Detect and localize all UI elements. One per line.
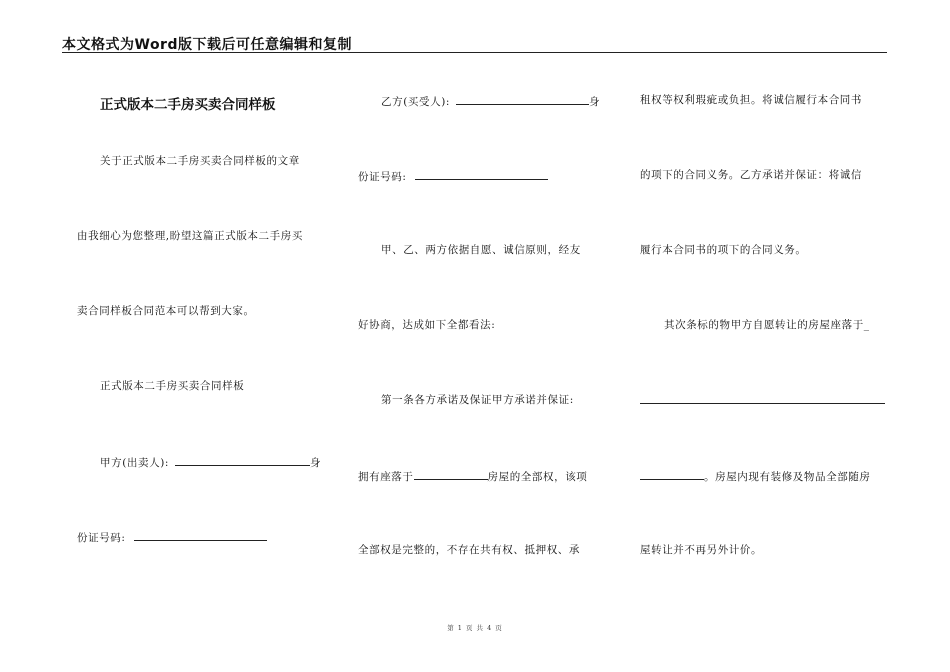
col3-line-3: 履行本合同书的项下的合同义务。 (640, 244, 807, 256)
ownership-text: 房屋的全部权，该项 (487, 471, 588, 483)
buyer-id-line (358, 169, 548, 183)
col1-line-2: 由我细心为您整理,盼望这篇正式版本二手房买 (77, 230, 303, 242)
seller-label: 甲方(出卖人): (100, 457, 170, 469)
location-blank (414, 469, 488, 480)
col1-line-4: 正式版本二手房买卖合同样板 (100, 380, 245, 392)
buyer-label: 乙方(买受人): (381, 96, 451, 108)
col2-line-4: 好协商，达成如下全都看法: (358, 319, 496, 331)
address-blank-line (640, 393, 885, 404)
col3-line-6 (640, 469, 871, 483)
col3-line-7: 屋转让并不再另外计价。 (640, 544, 763, 556)
document-title: 正式版本二手房买卖合同样板 (100, 97, 276, 113)
col3-line-2: 的项下的合同义务。乙方承诺并保证：将诚信 (640, 169, 862, 181)
buyer-id-label: 份证号码: (358, 171, 407, 183)
col1-line-3: 卖合同样板合同范本可以帮到大家。 (77, 305, 255, 317)
seller-name-blank (175, 455, 310, 466)
col3-line-1: 租权等权利瑕疵或负担。将诚信履行本合同书 (640, 94, 862, 106)
document-banner: 本文格式为Word版下载后可任意编辑和复制 (62, 37, 352, 53)
seller-id-line (77, 530, 267, 544)
location-label: 拥有座落于 (358, 471, 414, 483)
buyer-continuation: 身 (588, 96, 601, 108)
seller-continuation: 身 (309, 457, 322, 469)
buyer-line (381, 94, 600, 108)
col2-line-3: 甲、乙、两方依据自愿、诚信原则，经友 (381, 244, 581, 256)
furnishings-text: 。房屋内现有装修及物品全部随房 (704, 471, 871, 483)
col2-line-5: 第一条各方承诺及保证甲方承诺并保证: (381, 394, 574, 406)
col2-line-6 (358, 469, 587, 483)
address-end-blank (640, 469, 704, 480)
col3-line-4: 其次条标的物甲方自愿转让的房屋座落于_ (664, 319, 870, 331)
seller-line (100, 455, 321, 469)
seller-id-blank (134, 530, 267, 541)
col1-line-1: 关于正式版本二手房买卖合同样板的文章 (100, 155, 300, 167)
buyer-id-blank (415, 169, 548, 180)
seller-id-label: 份证号码: (77, 532, 126, 544)
header-rule (62, 52, 887, 53)
col2-line-7: 全部权是完整的，不存在共有权、抵押权、承 (358, 544, 580, 556)
page-number: 第 1 页 共 4 页 (447, 624, 503, 632)
buyer-name-blank (456, 94, 589, 105)
